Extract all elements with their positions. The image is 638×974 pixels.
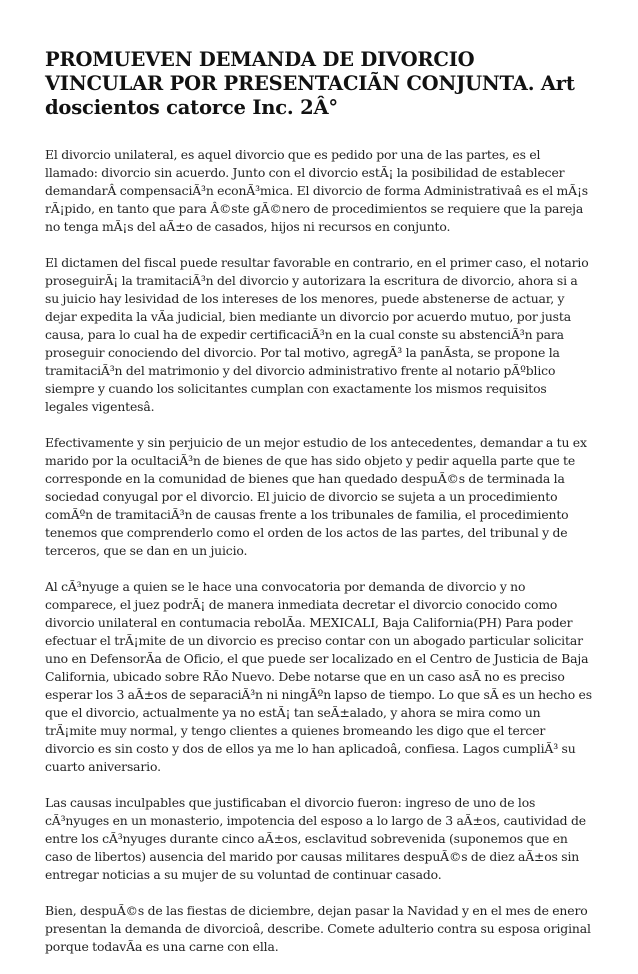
paragraph-3: Efectivamente y sin perjuicio de un mejor estudio de los antecedentes, demandar a tu ex marido por la ocultaciÃ³n de bienes de que has sido objeto y pedir aquella parte que te corresponde en la comunidad de bienes que han quedado despuÃ©s de terminada la sociedad conyugal por el divorcio. El juicio de divorcio se sujeta a un procedimiento comÃºn de tramitaciÃ³n de causas frente a los tribunales de familia, el procedimiento tenemos que comprenderlo como el orden de los actos de las partes, del tribunal y de terceros, que se dan en un juicio. [45,435,587,558]
document-title: PROMUEVEN DEMANDA DE DIVORCIO VINCULAR POR PRESENTACIÃN CONJUNTA. Art doscientos catorce Inc. 2Â° [45,48,575,119]
paragraph-1: El divorcio unilateral, es aquel divorcio que es pedido por una de las partes, es el llamado: divorcio sin acuerdo. Junto con el divorcio estÃ¡ la posibilidad de establecer demandarÂ compensaciÃ³n econÃ³mica. El divorcio de forma Administrativaâ es el mÃ¡s rÃ¡pido, en tanto que para Â©ste gÃ©nero de procedimientos se requiere que la pareja no tenga mÃ¡s del aÃ±o de casados, hijos ni recursos en conjunto. [45,147,588,234]
paragraph-6: Bien, despuÃ©s de las fiestas de diciembre, dejan pasar la Navidad y en el mes de enero presentan la demanda de divorcioâ, describe. Comete adulterio contra su esposa original porque todavÃa es una carne con ella. [45,903,591,954]
paragraph-5: Las causas inculpables que justificaban el divorcio fueron: ingreso de uno de los cÃ³nyuges en un monasterio, impotencia del esposo a lo largo de 3 aÃ±os, cautividad de entre los cÃ³nyuges durante cinco aÃ±os, esclavitud sobrevenida (suponemos que en caso de libertos) ausencia del marido por causas militares despuÃ©s de diez aÃ±os sin entregar noticias a su mujer de su voluntad de continuar casado. [45,795,586,882]
document-page [45,48,593,974]
paragraph-4: Al cÃ³nyuge a quien se le hace una convocatoria por demanda de divorcio y no comparece, el juez podrÃ¡ de manera inmediata decretar el divorcio conocido como divorcio unilateral en contumacia rebolÃa. MEXICALI, Baja California(PH) Para poder efectuar el trÃ¡mite de un divorcio es preciso contar con un abogado particular solicitar uno en DefensorÃa de Oficio, el que puede ser localizado en el Centro de Justicia de Baja California, ubicado sobre RÃo Nuevo. Debe notarse que en un caso asÃ no es preciso esperar los 3 aÃ±os de separaciÃ³n ni ningÃºn lapso de tiempo. Lo que sÃ es un hecho es que el divorcio, actualmente ya no estÃ¡ tan seÃ±alado, y ahora se mira como un trÃ¡mite muy normal, y tengo clientes a quienes bromeando les digo que el tercer divorcio es sin costo y dos de ellos ya me lo han aplicadoâ, confiesa. Lagos cumpliÃ³ su cuarto aniversario. [45,579,592,774]
paragraph-2: El dictamen del fiscal puede resultar favorable en contrario, en el primer caso, el notario proseguirÃ¡ la tramitaciÃ³n del divorcio y autorizara la escritura de divorcio, ahora si a su juicio hay lesividad de los intereses de los menores, puede abstenerse de actuar, y dejar expedita la vÃa judicial, bien mediante un divorcio por acuerdo mutuo, por justa causa, para lo cual ha de expedir certificaciÃ³n en la cual conste su abstenciÃ³n para proseguir conociendo del divorcio. Por tal motivo, agregÃ³ la panÃsta, se propone la tramitaciÃ³n del matrimonio y del divorcio administrativo frente al notario pÃºblico siempre y cuando los solicitantes cumplan con exactamente los mismos requisitos legales vigentesâ. [45,255,589,414]
